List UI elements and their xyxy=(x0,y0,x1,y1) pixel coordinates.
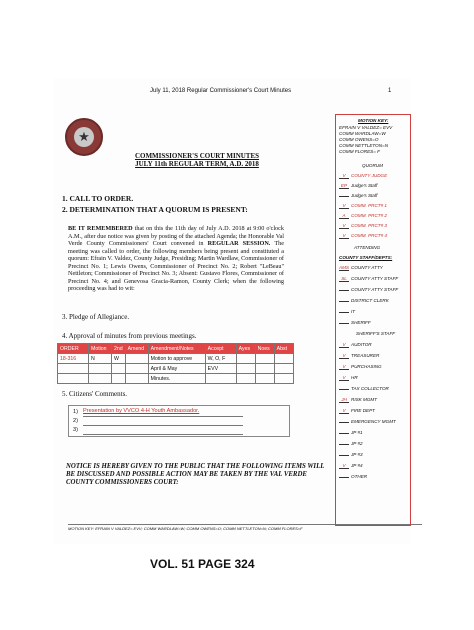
quorum-row xyxy=(339,203,408,209)
staff-mark: SL xyxy=(339,276,349,282)
noes-cell xyxy=(255,354,274,364)
second-cell xyxy=(112,364,126,374)
staff-label: DISTRICT CLERK xyxy=(351,298,389,303)
staff-mark xyxy=(339,312,349,313)
col-header: Ayes xyxy=(236,344,255,354)
motion-key-line: EFRAIN V VALDEZ= EVV xyxy=(339,125,393,130)
citizen-num-3: 3) xyxy=(73,427,78,433)
quorum-label: COMM. PRCT# 2 xyxy=(351,213,387,218)
staff-label: SHERIFF'S STAFF xyxy=(356,331,396,336)
motion-key-line: COMM WARDLAW=W xyxy=(339,131,386,136)
staff-label: TAX COLLECTOR xyxy=(351,386,389,391)
staff-row xyxy=(339,353,408,359)
minutes-body xyxy=(68,225,284,293)
staff-label: AUDITOR xyxy=(351,342,372,347)
staff-mark xyxy=(339,444,349,445)
agenda-item-3: 3. Pledge of Allegiance. xyxy=(62,313,130,321)
staff-label: IT xyxy=(351,309,356,314)
body-lead: BE IT REMEMBERED xyxy=(68,225,133,232)
staff-heading: COUNTY STAFF/DEPTS: xyxy=(339,255,393,260)
staff-mark xyxy=(339,422,349,423)
staff-label: FIRE DEPT xyxy=(351,408,375,413)
order-cell xyxy=(58,364,89,374)
agenda-item-1: 1. CALL TO ORDER. xyxy=(62,194,134,203)
table-row xyxy=(58,364,294,374)
body-text-2: The meeting was called to order, the following members being present and constituted a quorum: Efrain V. Valdez, County Judge, Presiding; Martin Wardlaw, Commissioner of Precinct No. 1; Lewis Owens, Commissioner of Precinct No. 2; Robert "LeBeau" Nettleton; Commissioner of Precinct No. 3; Absent: Gustavo Flores, Commissioner of Precinct No. 4; and Genevosa Gracia-Ramon, County Clerk; when the following proceeding was had to wit: xyxy=(68,240,284,292)
footer-motion-key: MOTION KEY: EFRAIN V VALDEZ= EVV; COMM WARDLAW=W; COMM OWENS=O; COMM NETTLETON=N; COMM FLORES=F xyxy=(68,524,422,531)
staff-row xyxy=(339,298,408,303)
citizen-line-2 xyxy=(83,417,243,426)
quorum-mark: V xyxy=(339,173,349,179)
staff-mark xyxy=(339,301,349,302)
motion-key-line: COMM FLORES= F xyxy=(339,149,380,154)
motion-cell: N xyxy=(89,354,112,364)
quorum-mark: A xyxy=(339,213,349,219)
staff-label: COUNTY ATTY STAFF xyxy=(351,287,399,292)
staff-row xyxy=(339,287,408,292)
county-seal-icon: ★ xyxy=(65,118,103,156)
quorum-mark xyxy=(339,196,349,197)
notes-cell: Minutes. xyxy=(148,374,205,384)
col-header: Noes xyxy=(255,344,274,354)
staff-mark: V xyxy=(339,408,349,414)
abst-cell xyxy=(274,364,293,374)
quorum-row xyxy=(339,193,408,198)
staff-label: COUNTY ATTY STAFF xyxy=(351,276,399,281)
accept-cell: EVV xyxy=(205,364,236,374)
staff-mark: V xyxy=(339,353,349,359)
quorum-label: COMM. PRCT# 3 xyxy=(351,223,387,228)
staff-mark: V xyxy=(339,364,349,370)
agenda-item-4: 4. Approval of minutes from previous meetings. xyxy=(62,332,197,340)
quorum-label: Judge's Staff xyxy=(351,193,378,198)
motion-cell xyxy=(89,374,112,384)
ayes-cell xyxy=(236,374,255,384)
staff-mark xyxy=(339,433,349,434)
motion-key-line: COMM NETTLETON=N xyxy=(339,143,389,148)
staff-label: JP #2 xyxy=(351,441,363,446)
attending-heading: ATTENDING xyxy=(354,245,381,250)
staff-label: JP #3 xyxy=(351,452,363,457)
col-header: Amendment/Notes xyxy=(148,344,205,354)
staff-row xyxy=(339,452,408,457)
staff-row xyxy=(339,441,408,446)
quorum-row xyxy=(339,223,408,229)
quorum-row xyxy=(339,183,408,189)
quorum-label: COUNTY JUDGE xyxy=(351,173,388,178)
amend-cell xyxy=(125,354,148,364)
quorum-label: Judge's Staff xyxy=(351,183,378,188)
accept-cell: W, O, F xyxy=(205,354,236,364)
quorum-mark: EP xyxy=(340,183,348,188)
motion-key-title: MOTION KEY: xyxy=(358,118,389,123)
notes-cell: Motion to approve xyxy=(148,354,205,364)
citizens-comments-box xyxy=(68,405,290,437)
motion-cell xyxy=(89,364,112,374)
quorum-mark: V xyxy=(339,233,349,239)
staff-label: JP #1 xyxy=(351,430,363,435)
staff-mark: V xyxy=(339,463,349,469)
staff-mark xyxy=(339,455,349,456)
staff-row xyxy=(339,320,408,325)
minutes-title-line2: JULY 11th REGULAR TERM, A.D. 2018 xyxy=(135,160,259,168)
agenda-item-2: 2. DETERMINATION THAT A QUORUM IS PRESENT: xyxy=(62,205,248,214)
quorum-row xyxy=(339,233,408,239)
motion-key-line: COMM OWENS=O xyxy=(339,137,379,142)
abst-cell xyxy=(274,374,293,384)
notes-cell: April & May xyxy=(148,364,205,374)
citizen-num-1: 1) xyxy=(73,409,78,415)
quorum-row xyxy=(339,173,408,179)
table-row xyxy=(58,374,294,384)
order-cell xyxy=(58,374,89,384)
staff-row xyxy=(339,397,408,403)
staff-row xyxy=(339,375,408,381)
staff-label: JP #4 xyxy=(351,463,363,468)
citizen-line-1 xyxy=(83,408,243,417)
order-cell: 18-316 xyxy=(58,354,89,364)
table-row xyxy=(58,354,294,364)
col-header: 2nd xyxy=(112,344,126,354)
staff-mark: JH xyxy=(339,397,349,403)
staff-mark xyxy=(339,389,349,390)
staff-mark xyxy=(339,477,349,478)
quorum-mark: V xyxy=(339,203,349,209)
staff-row xyxy=(339,276,408,282)
staff-row xyxy=(339,342,408,348)
col-header: ORDER xyxy=(58,344,89,354)
agenda-item-5: 5. Citizens' Comments. xyxy=(62,390,128,398)
minutes-title xyxy=(112,152,282,168)
staff-row xyxy=(339,430,408,435)
body-text-1: that on this the 11th day of July A.D. 2018 at 9:00 o'clock A.M., after due notice was given by posting of the attached Agenda; the Honorable Val Verde County Commissioners' Court convened in xyxy=(68,225,284,247)
staff-row xyxy=(339,408,408,414)
staff-mark: V xyxy=(339,342,349,348)
staff-mark: AMS xyxy=(339,265,349,270)
noes-cell xyxy=(255,364,274,374)
staff-mark xyxy=(339,290,349,291)
attendance-sidebar xyxy=(335,114,411,526)
quorum-label: COMM. PRCT# 4 xyxy=(351,233,387,238)
volume-page-label: VOL. 51 PAGE 324 xyxy=(150,557,255,571)
col-header: Accept xyxy=(205,344,236,354)
staff-row xyxy=(339,419,408,424)
ayes-cell xyxy=(236,354,255,364)
noes-cell xyxy=(255,374,274,384)
citizen-comment-1: Presentation by VVCO 4-H Youth Ambassador. xyxy=(83,408,200,414)
minutes-title-line1: COMMISSIONER'S COURT MINUTES xyxy=(134,152,260,160)
quorum-mark: V xyxy=(339,223,349,229)
staff-row xyxy=(339,474,408,479)
staff-label: OTHER xyxy=(351,474,368,479)
staff-label: EMERGENCY MGMT xyxy=(351,419,396,424)
staff-row xyxy=(339,265,408,271)
ayes-cell xyxy=(236,364,255,374)
quorum-row xyxy=(339,213,408,219)
staff-label: SHERIFF xyxy=(351,320,371,325)
abst-cell xyxy=(274,354,293,364)
staff-label: TREASURER xyxy=(351,353,380,358)
staff-label: PURCHASING xyxy=(351,364,382,369)
citizen-num-2: 2) xyxy=(73,418,78,424)
amend-cell xyxy=(125,374,148,384)
staff-mark: V xyxy=(339,375,349,381)
staff-label: HR xyxy=(351,375,358,380)
col-header: Motion xyxy=(89,344,112,354)
staff-row xyxy=(339,463,408,469)
citizen-line-3 xyxy=(83,426,243,435)
page-header-title: July 11, 2018 Regular Commissioner's Court Minutes xyxy=(150,88,292,94)
quorum-label: COMM. PRCT# 1 xyxy=(351,203,387,208)
public-notice: NOTICE IS HEREBY GIVEN TO THE PUBLIC THAT THE FOLLOWING ITEMS WILL BE DISCUSSED AND POSSIBLE ACTION MAY BE TAKEN BY THE VAL VERDE COUNTY COMMISSIONERS COURT: xyxy=(66,463,325,486)
body-session: REGULAR SESSION. xyxy=(207,240,271,247)
staff-row xyxy=(356,331,408,336)
staff-row xyxy=(339,309,408,314)
col-header: Amend xyxy=(125,344,148,354)
staff-label: RISK MGMT xyxy=(351,397,378,402)
staff-label: COUNTY ATTY xyxy=(351,265,383,270)
second-cell xyxy=(112,374,126,384)
second-cell: W xyxy=(112,354,126,364)
col-header: Abst xyxy=(274,344,293,354)
quorum-heading: QUORUM xyxy=(362,163,383,168)
staff-row xyxy=(339,386,408,391)
amend-cell xyxy=(125,364,148,374)
staff-row xyxy=(339,364,408,370)
accept-cell xyxy=(205,374,236,384)
staff-mark xyxy=(339,323,349,324)
page-number: 1 xyxy=(388,88,392,94)
table-header-row xyxy=(58,344,294,354)
agenda-table xyxy=(57,343,294,384)
